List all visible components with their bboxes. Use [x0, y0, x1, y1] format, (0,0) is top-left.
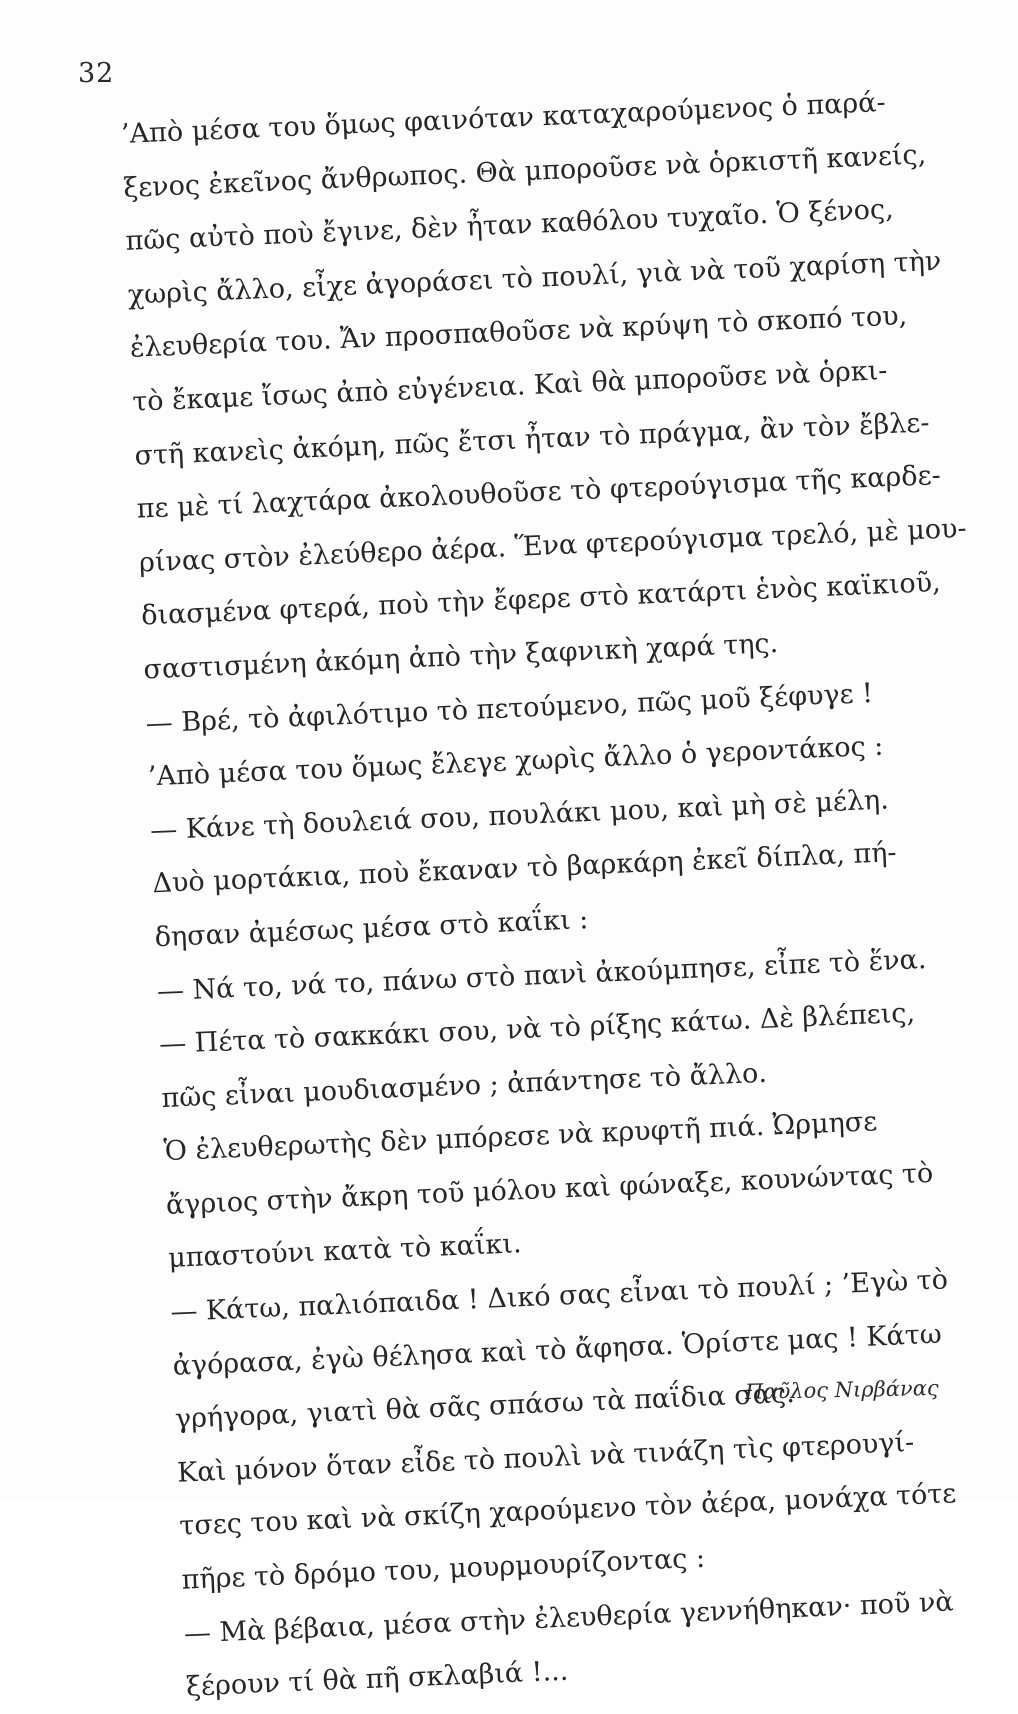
- text-line: γρήγορα, γιατὶ θὰ σᾶς σπάσω τὰ παΐδια σας.: [174, 1378, 796, 1436]
- text-line: ἀγόρασα, ἐγὼ θέλησα καὶ τὸ ἄφησα. Ὁρίστε μας ! Κάτω: [172, 1318, 943, 1382]
- text-line: τσες του καὶ νὰ σκίζη χαρούμενο τὸν ἀέρα, μονάχα τότε: [178, 1478, 957, 1543]
- text-line: — Νά το, νά το, πάνω στὸ πανὶ ἀκούμπησε, εἶπε τὸ ἕνα.: [156, 943, 927, 1007]
- text-line: διασμένα φτερά, ποὺ τὴν ἔφερε στὸ κατάρτι ἑνὸς καϊκιοῦ,: [140, 567, 942, 632]
- text-line: χωρὶς ἄλλο, εἶχε ἀγοράσει τὸ πουλί, γιὰ νὰ τοῦ χαρίση τὴν: [127, 245, 942, 311]
- text-line: — Μὰ βέβαια, μέσα στὴν ἐλευθερία γεννήθηκαν· ποῦ νὰ: [183, 1586, 955, 1650]
- text-line: — Βρέ, τὸ ἀφιλότιμο τὸ πετούμενο, πῶς μοῦ ξέφυγε !: [145, 677, 874, 739]
- page-number: 32: [78, 58, 115, 89]
- text-line: στῆ κανεὶς ἀκόμη, πῶς ἔτσι ἦταν τὸ πράγμα, ἂν τὸν ἔβλε-: [133, 406, 930, 472]
- text-line: πῶς αὐτὸ ποὺ ἔγινε, δὲν ἦταν καθόλου τυχαῖο. Ὁ ξένος,: [124, 193, 895, 258]
- body-text: [120, 72, 1018, 1714]
- text-line: σαστισμένη ἀκόμη ἀπὸ τὴν ξαφνικὴ χαρά της.: [142, 627, 779, 686]
- text-line: πῶς εἶναι μουδιασμένο ; ἀπάντησε τὸ ἄλλο.: [160, 1057, 768, 1114]
- text-line: πῆρε τὸ δρόμο του, μουρμουρίζοντας :: [181, 1542, 706, 1596]
- text-line: Δυὸ μορτάκια, ποὺ ἔκαναν τὸ βαρκάρη ἐκεῖ δίπλα, πή-: [151, 837, 898, 900]
- text-line: ρίνας στὸν ἐλεύθερο ἀέρα. Ἕνα φτερούγισμα τρελό, μὲ μου-: [138, 512, 968, 579]
- text-line: ἐλευθερία του. Ἄν προσπαθοῦσε νὰ κρύψη τὸ σκοπό του,: [129, 300, 908, 365]
- text-line: ἄγριος στὴν ἄκρη τοῦ μόλου καὶ φώναξε, κουνώντας τὸ: [165, 1157, 934, 1221]
- text-line: ’Απὸ μέσα του ὅμως ἔλεγε χωρὶς ἄλλο ὁ γεροντάκος :: [147, 730, 884, 793]
- text-line: — Κάνε τὴ δουλειά σου, πουλάκι μου, καὶ μὴ σὲ μέλη.: [149, 784, 890, 847]
- text-line: ξενος ἐκεῖνος ἄνθρωπος. Θὰ μποροῦσε νὰ ὁρκιστῆ κανείς,: [122, 138, 927, 204]
- text-line: μπαστούνι κατὰ τὸ καΐκι.: [167, 1228, 523, 1275]
- text-line: τὸ ἔκαμε ἴσως ἀπὸ εὐγένεια. Καὶ θὰ μποροῦσε νὰ ὁρκι-: [131, 355, 888, 418]
- text-line: πε μὲ τί λαχτάρα ἀκολουθοῦσε τὸ φτερούγισμα τῆς καρδε-: [136, 460, 942, 525]
- text-line: — Πέτα τὸ σακκάκι σου, νὰ τὸ ρίξης κάτω. Δὲ βλέπεις,: [158, 997, 916, 1061]
- text-line: — Κάτω, παλιόπαιδα ! Δικό σας εἶναι τὸ πουλί ; ’Εγὼ τὸ: [169, 1264, 949, 1328]
- text-line: Ὁ ἐλευθερωτὴς δὲν μπόρεσε νὰ κρυφτῆ πιά. Ὠρμησε: [163, 1106, 878, 1168]
- text-line: ξέρουν τί θὰ πῆ σκλαβιά !...: [185, 1655, 569, 1703]
- text-line: Καὶ μόνον ὅταν εἶδε τὸ πουλὶ νὰ τινάζη τὶς φτερουγί-: [176, 1426, 915, 1489]
- text-line: ’Απὸ μέσα του ὅμως φαινόταν καταχαρούμενος ὁ παρά-: [120, 86, 887, 150]
- text-line: δησαν ἀμέσως μέσα στὸ καΐκι :: [154, 904, 589, 954]
- author-signature: Παῦλος Νιρβάνας: [744, 1375, 939, 1405]
